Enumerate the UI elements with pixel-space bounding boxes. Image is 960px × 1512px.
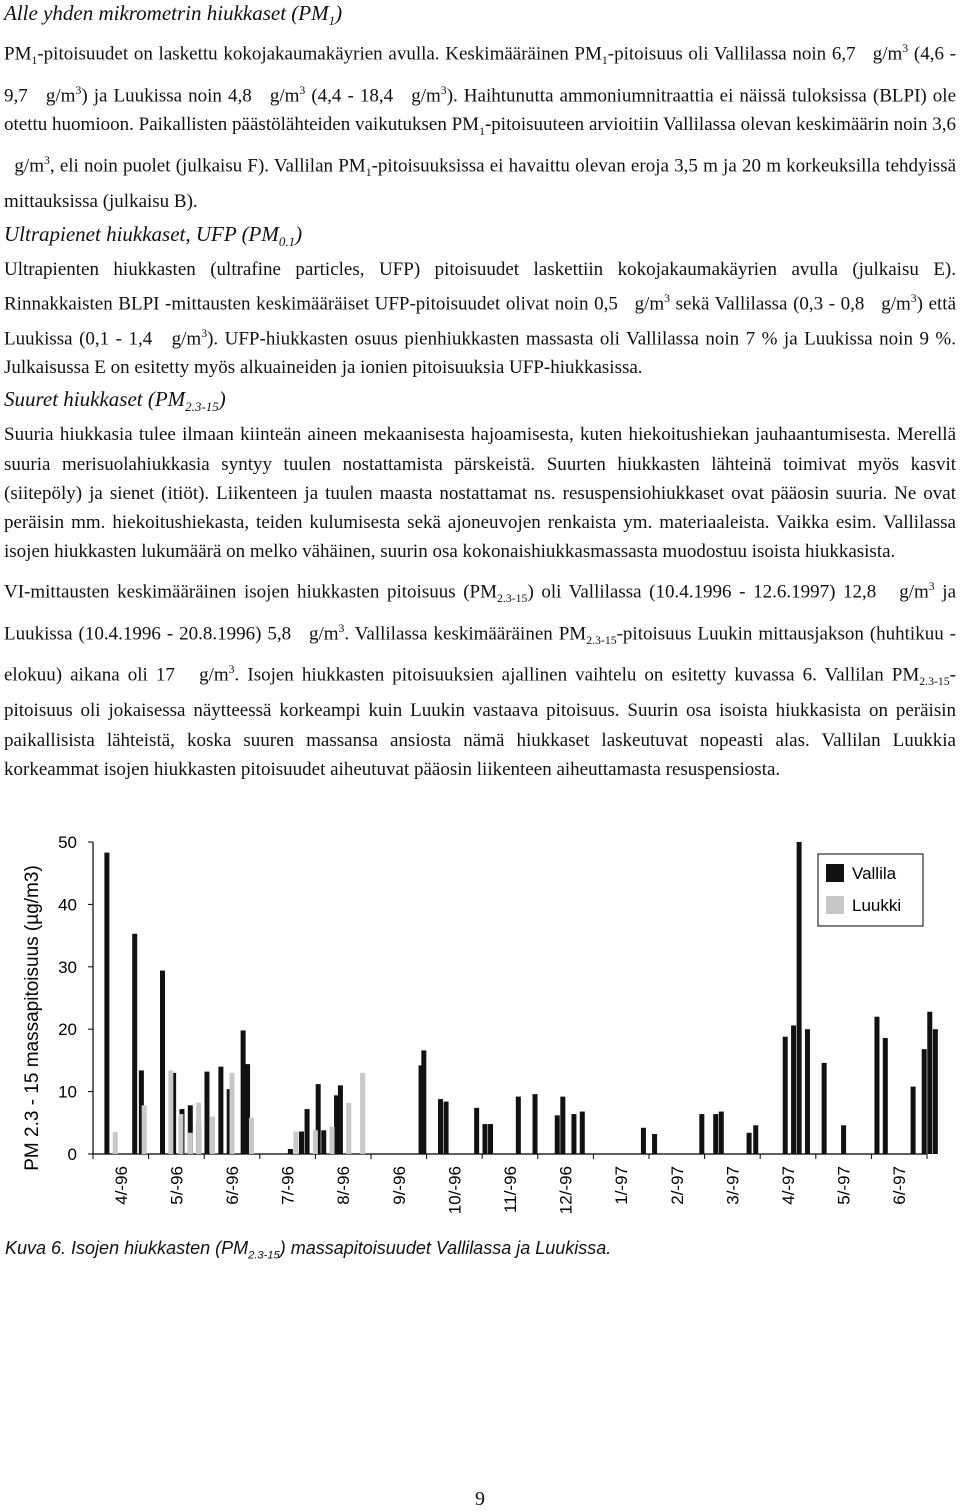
- bar-vallila: [747, 1133, 752, 1154]
- bar-vallila: [641, 1128, 646, 1154]
- bar-luukki: [293, 1132, 298, 1154]
- bar-vallila: [652, 1134, 657, 1154]
- bar-luukki: [313, 1130, 318, 1154]
- bar-vallila: [444, 1102, 449, 1154]
- y-tick-label: 40: [58, 895, 77, 915]
- bar-vallila: [883, 1038, 888, 1154]
- bar-luukki: [360, 1073, 365, 1154]
- bar-vallila: [805, 1029, 810, 1154]
- x-tick-label: 11/-96: [501, 1166, 520, 1213]
- bar-vallila: [204, 1072, 209, 1154]
- x-tick-label: 1/-97: [612, 1166, 632, 1205]
- x-tick-label: 10/-96: [445, 1166, 465, 1215]
- bar-vallila: [160, 971, 165, 1154]
- document-body: [4, 0, 956, 784]
- bar-vallila: [299, 1132, 304, 1154]
- bar-vallila: [841, 1125, 846, 1154]
- x-tick-label: 6/-97: [890, 1166, 910, 1205]
- legend-label: Vallila: [852, 864, 897, 883]
- y-tick-label: 20: [58, 1020, 77, 1040]
- bar-vallila: [474, 1108, 479, 1154]
- bar-vallila: [753, 1125, 758, 1154]
- x-tick-label: 4/-96: [111, 1166, 131, 1205]
- bar-vallila: [132, 934, 137, 1154]
- legend-label: Luukki: [852, 896, 902, 915]
- x-tick-label: 8/-96: [334, 1166, 354, 1205]
- y-tick-label: 50: [58, 833, 77, 852]
- bar-luukki: [346, 1103, 351, 1154]
- paragraph: Ultrapienten hiukkasten (ultrafine particles, UFP) pitoisuudet laskettiin kokojakaumakäyrien avulla (julkaisu E). Rinnakkaisten BLPI -mittausten keskimääräiset UFP-pitoisuudet olivat noin 0,5 $g/m^3$ sekä Vallilassa (0,3 - 0,8 $g/m^3$) että Luukissa (0,1 - 1,4 $g/m^3$). UFP-hiukkasten osuus pienhiukkasten massasta oli Vallilassa noin 7 % ja Luukissa noin 9 %. Julkaisussa E on esitetty myös alkuaineiden ja ionien pitoisuuksia UFP-hiukkasissa.: [4, 258, 957, 379]
- bar-vallila: [713, 1114, 718, 1154]
- bar-luukki: [249, 1118, 254, 1154]
- legend-swatch: [826, 896, 844, 914]
- paragraph: Suuria hiukkasia tulee ilmaan kiinteän aineen mekaanisesta hajoamisesta, kuten hiekoitushiekan jauhaantumisesta. Merellä suuria merisuolahiukkasia syntyy tuulen nostattamista pärskeistä. Suurten hiukkasten lähteinä toimivat myös kasvit (siitepöly) ja sienet (itiöt). Liikenteen ja tuulen maasta nostattamat ns. resuspensiohiukkaset ovat pääosin suuria. Ne ovat peräisin mm. hiekoitushiekasta, teiden kulumisesta sekä ajoneuvojen renkaista ym. materiaaleista. Vaikka esim. Vallilassa isojen hiukkasten lukumäärä on melko vähäinen, suurin osa kokonaishiukkasmassasta muodostuu isoista hiukkasista.: [4, 424, 956, 563]
- bar-vallila: [571, 1114, 576, 1154]
- bar-luukki: [230, 1073, 235, 1154]
- bar-vallila: [783, 1037, 788, 1154]
- x-tick-label: 5/-97: [834, 1166, 854, 1205]
- bar-luukki: [188, 1133, 193, 1154]
- bar-luukki: [113, 1132, 118, 1154]
- y-axis-label: PM 2.3 - 15 massapitoisuus (µg/m3): [22, 865, 43, 1171]
- paragraph: $PM_1$-pitoisuudet on laskettu kokojakaumakäyrien avulla. Keskimääräinen $PM_1$-pitoisuus oli Vallilassa noin 6,7 $g/m^3$ (4,6 - 9,7 $g/m^3$) ja Luukissa noin 4,8 $g/m^3$ (4,4 - 18,4 $g/m^3$). Haihtunutta ammoniumnitraattia ei näissä tuloksissa (BLPI) ole otettu huomioon. Paikallisten päästölähteiden vaikutuksen $PM_1$-pitoisuuteen arvioitiin Vallilassa olevan keskimäärin noin 3,6 $g/m^3$, eli noin puolet (julkaisu F). Vallilan $PM_1$-pitoisuuksissa ei havaittu olevan eroja 3,5 m ja 20 m korkeuksilla tehdyissä mittauksissa (julkaisu B).: [4, 42, 957, 213]
- bar-vallila: [288, 1149, 293, 1154]
- x-tick-label: 3/-97: [723, 1166, 743, 1205]
- bar-vallila: [874, 1017, 879, 1154]
- bar-vallila: [321, 1130, 326, 1154]
- bar-vallila: [305, 1109, 310, 1154]
- section-heading: Alle yhden mikrometrin hiukkaset $(PM_1)$: [4, 1, 343, 29]
- x-tick-label: 12/-96: [556, 1166, 576, 1215]
- bar-luukki: [330, 1127, 335, 1154]
- x-tick-label: 6/-96: [223, 1166, 242, 1205]
- bar-vallila: [822, 1063, 827, 1154]
- bar-vallila: [797, 842, 802, 1154]
- page-number: 9: [475, 1488, 485, 1510]
- bar-vallila: [791, 1025, 796, 1154]
- bar-vallila: [580, 1112, 585, 1154]
- bar-luukki: [178, 1114, 183, 1154]
- bar-chart: [0, 820, 960, 1240]
- bar-luukki: [210, 1117, 215, 1154]
- bar-vallila: [911, 1087, 916, 1154]
- bar-vallila: [482, 1124, 487, 1154]
- bar-vallila: [560, 1097, 565, 1154]
- figure-6-chart: [0, 820, 960, 1240]
- x-tick-label: 9/-96: [389, 1166, 409, 1205]
- y-tick-label: 10: [58, 1082, 77, 1102]
- bar-vallila: [533, 1094, 538, 1154]
- bar-vallila: [488, 1124, 493, 1154]
- x-tick-label: 2/-97: [667, 1166, 687, 1205]
- legend-swatch: [826, 864, 844, 882]
- bar-vallila: [241, 1030, 246, 1154]
- x-tick-label: 5/-96: [167, 1166, 187, 1205]
- bar-vallila: [719, 1112, 724, 1154]
- bar-vallila: [421, 1050, 426, 1154]
- y-tick-label: 0: [67, 1145, 77, 1164]
- bar-vallila: [927, 1012, 932, 1154]
- document-page: [4, 0, 956, 784]
- x-tick-label: 4/-97: [779, 1166, 798, 1205]
- bar-vallila: [699, 1114, 704, 1154]
- bar-vallila: [933, 1029, 938, 1154]
- bar-vallila: [922, 1049, 927, 1154]
- y-tick-label: 30: [58, 957, 77, 977]
- section-heading: Ultrapienet hiukkaset, UFP $(PM_{0.1})$: [4, 221, 303, 249]
- bar-vallila: [338, 1085, 343, 1154]
- bar-luukki: [196, 1103, 201, 1154]
- bar-vallila: [218, 1067, 223, 1154]
- section-heading: Suuret hiukkaset $(PM_{2.3-15})$: [4, 387, 226, 415]
- bar-vallila: [438, 1099, 443, 1154]
- bar-luukki: [168, 1070, 173, 1154]
- bar-luukki: [142, 1105, 147, 1154]
- bar-vallila: [104, 853, 109, 1154]
- x-tick-label: 7/-96: [278, 1166, 298, 1205]
- paragraph: VI-mittausten keskimääräinen isojen hiukkasten pitoisuus $(PM_{2.3-15})$ oli Vallilassa (10.4.1996 - 12.6.1997) 12,8 $g/m^3$ ja Luukissa (10.4.1996 - 20.8.1996) 5,8 $g/m^3$. Vallilassa keskimääräinen $PM_{2.3-15}$-pitoisuus Luukin mittausjakson (huhtikuu - elokuu) aikana oli 17 $g/m^3$. Isojen hiukkasten pitoisuuksien ajallinen vaihtelu on esitetty kuvassa 6. Vallilan $PM_{2.3-15}$-pitoisuus oli jokaisessa näytteessä korkeampi kuin Luukin vastaava pitoisuus. Suurin osa isoista hiukkasista on peräisin paikallisista lähteistä, koska suuren massansa ansiosta nämä hiukkaset laskeutuvat nopeasti alas. Vallilan Luukkia korkeammat isojen hiukkasten pitoisuudet aiheutuvat pääosin liikenteen aiheuttamasta resuspensiosta.: [4, 580, 956, 780]
- bar-vallila: [555, 1115, 560, 1154]
- bar-vallila: [516, 1097, 521, 1154]
- figure-caption: Kuva 6. Isojen hiukkasten $(PM_{2.3-15})$ massapitoisuudet Vallilassa ja Luukissa.: [5, 1238, 612, 1262]
